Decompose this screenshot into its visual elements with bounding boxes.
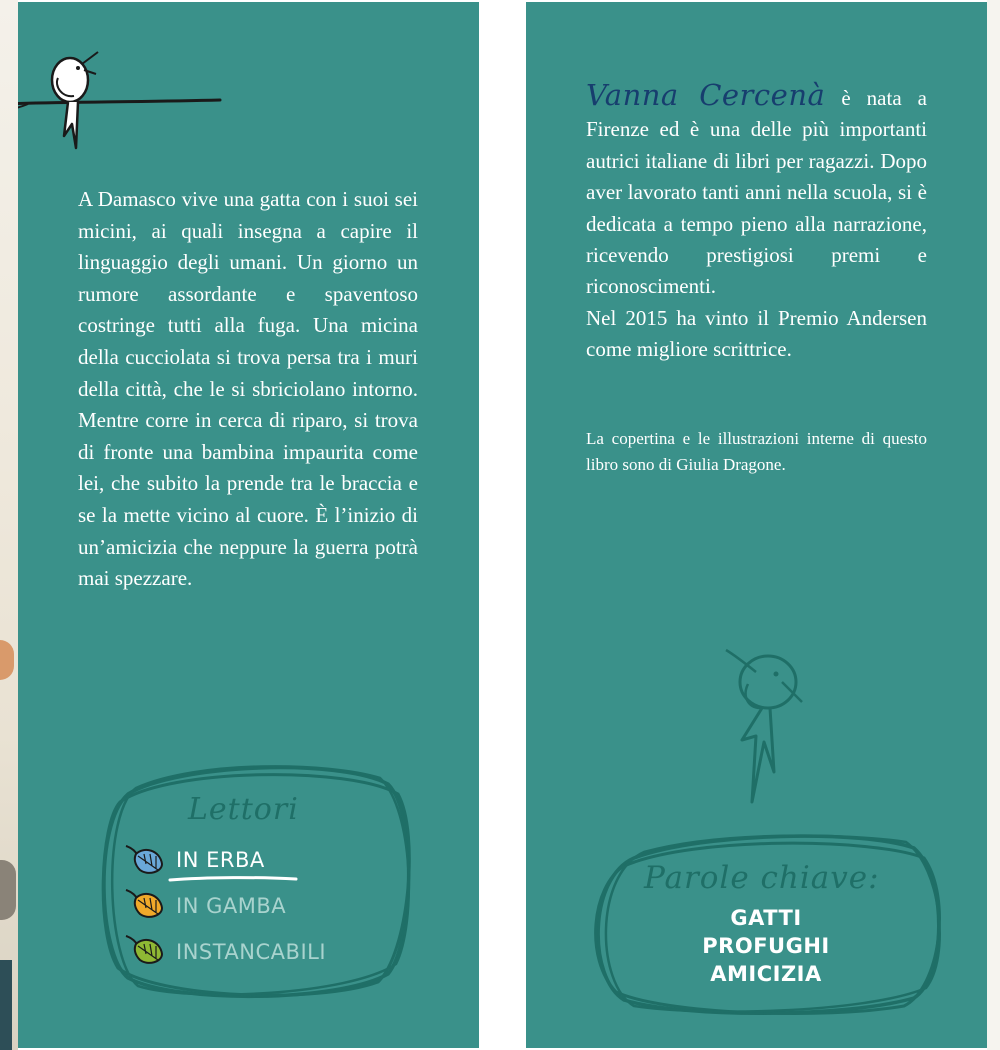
cover-illustration-edge xyxy=(0,0,18,1050)
illustration-credits xyxy=(586,426,927,478)
reader-level-in-gamba: IN GAMBA xyxy=(176,894,287,918)
bird-outline-icon xyxy=(712,642,812,812)
illustration-fragment xyxy=(0,960,12,1050)
reader-level-in-erba: IN ERBA xyxy=(176,848,265,872)
selected-level-underline xyxy=(168,874,298,884)
illustration-fragment xyxy=(0,860,16,920)
author-name: Vanna Cercenà xyxy=(586,78,826,112)
keyword-profughi: PROFUGHI xyxy=(702,934,830,958)
keyword-amicizia: AMICIZIA xyxy=(710,962,822,986)
keyword-gatti: GATTI xyxy=(730,906,802,930)
leaf-green-icon xyxy=(124,932,168,968)
reader-level-instancabili: INSTANCABILI xyxy=(176,940,327,964)
bird-on-wire-icon xyxy=(18,42,228,162)
illustration-fragment xyxy=(0,640,14,680)
book-summary xyxy=(78,184,418,595)
cover-illustration-edge-right xyxy=(987,0,1000,1050)
leaf-blue-icon xyxy=(124,842,168,878)
readers-title: Lettori xyxy=(188,792,299,827)
back-cover-panel xyxy=(18,2,479,1048)
summary-text: A Damasco vive una gatta con i suoi sei micini, ai quali insegna a capire il linguaggio degli umani. Un giorno un rumore assordante e spaventoso costringe tutti alla fuga. Una micina della cucciolata si trova persa tra i muri della città, che le si sbriciolano intorno. Mentre corre in cerca di riparo, si trova di fronte una bambina impaurita come lei, che subito la prende tra le braccia e se la mette vicino al cuore. È l’inizio di un’amicizia che neppure la guerra potrà mai spezzare. xyxy=(78,187,418,591)
author-bio-text: è nata a Firenze ed è una delle più importanti autrici italiane di libri per ragazzi. Dopo aver lavorato tanti anni nella scuola, si è dedicata a tempo pieno alla narrazione, ricevendo prestigiosi premi e riconoscimenti. xyxy=(586,86,927,299)
author-flap-panel xyxy=(526,2,987,1048)
keywords-title: Parole chiave: xyxy=(644,860,880,896)
leaf-orange-icon xyxy=(124,886,168,922)
credits-text: La copertina e le illustrazioni interne di questo libro sono di Giulia Dragone. xyxy=(586,429,927,474)
author-bio xyxy=(586,80,927,366)
author-award: Nel 2015 ha vinto il Premio Andersen come migliore scrittrice. xyxy=(586,305,927,362)
author-bio-paragraph xyxy=(586,80,927,303)
